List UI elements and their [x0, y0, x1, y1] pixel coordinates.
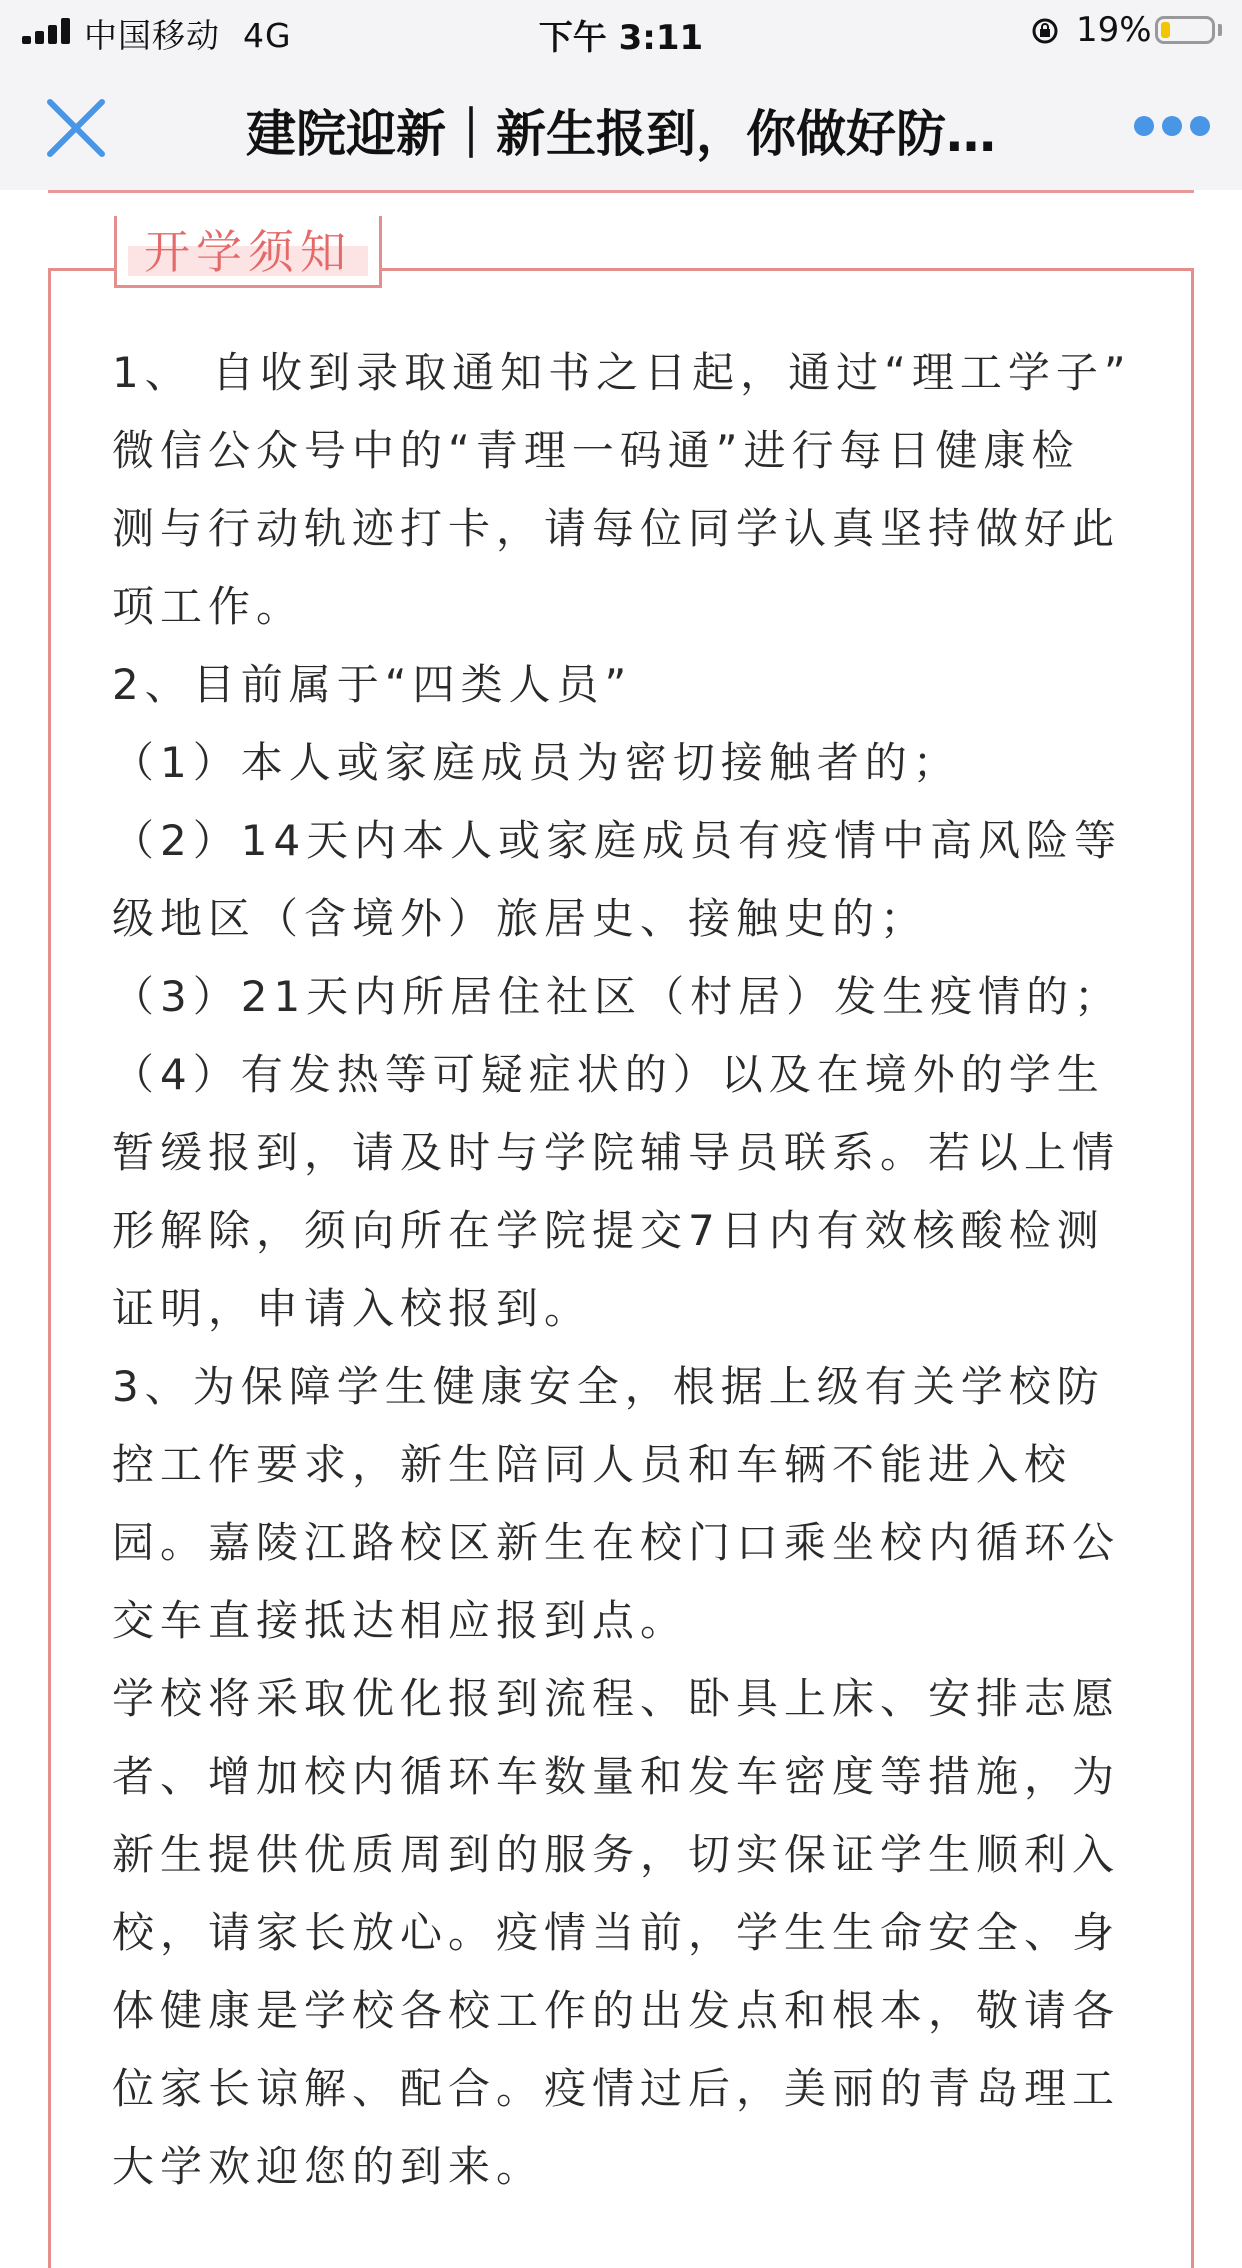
article-line: 学校将采取优化报到流程、卧具上床、安排志愿 — [112, 1674, 1121, 1723]
article-line: 位家长谅解、配合。疫情过后，美丽的青岛理工 — [112, 2064, 1121, 2113]
article-line: 测与行动轨迹打卡，请每位同学认真坚持做好此 — [112, 504, 1121, 553]
article-line: 交车直接抵达相应报到点。 — [112, 1596, 689, 1645]
article-line: 校，请家长放心。疫情当前，学生生命安全、身 — [112, 1908, 1121, 1957]
article-line: 级地区（含境外）旅居史、接触史的； — [112, 894, 929, 943]
article-body — [112, 334, 1132, 2206]
article-line: （2）14天内本人或家庭成员有疫情中高风险等 — [112, 816, 1123, 865]
article-line: 2、目前属于“四类人员” — [112, 660, 633, 709]
carrier-name: 中国移动 — [84, 16, 220, 55]
battery-percent: 19% — [1076, 10, 1152, 50]
battery-icon — [1155, 16, 1215, 44]
article-line: 暂缓报到，请及时与学院辅导员联系。若以上情 — [112, 1128, 1121, 1177]
article-line: （4）有发热等可疑症状的）以及在境外的学生 — [112, 1050, 1105, 1099]
article-line: 园。嘉陵江路校区新生在校门口乘坐校内循环公 — [112, 1518, 1121, 1567]
article-line: 控工作要求，新生陪同人员和车辆不能进入校 — [112, 1440, 1073, 1489]
article-line: 大学欢迎您的到来。 — [112, 2142, 545, 2191]
article-line: 体健康是学校各校工作的出发点和根本，敬请各 — [112, 1986, 1121, 2035]
article-line: 新生提供优质周到的服务，切实保证学生顺利入 — [112, 1830, 1121, 1879]
orientation-lock-icon — [1030, 16, 1060, 46]
status-bar — [0, 0, 1242, 62]
top-divider — [48, 190, 1194, 193]
article-line: 项工作。 — [112, 582, 305, 631]
more-icon[interactable] — [1126, 106, 1236, 146]
article-line: （3）21天内所居住社区（村居）发生疫情的； — [112, 972, 1123, 1021]
battery-tip — [1218, 24, 1222, 36]
nav-bar — [0, 62, 1242, 190]
article-line: 形解除，须向所在学院提交7日内有效核酸检测 — [112, 1206, 1105, 1255]
status-time: 下午 3:11 — [538, 18, 704, 58]
article-line: （1）本人或家庭成员为密切接触者的； — [112, 738, 961, 787]
article-line: 证明，申请入校报到。 — [112, 1284, 593, 1333]
section-title: 开学须知 — [144, 225, 352, 279]
page-title: 建院迎新｜新生报到，你做好防… — [246, 105, 996, 163]
article-line: 者、增加校内循环车数量和发车密度等措施，为 — [112, 1752, 1121, 1801]
network-type: 4G — [242, 16, 292, 55]
article-line: 1、 自收到录取通知书之日起，通过“理工学子” — [112, 348, 1132, 397]
article-line: 微信公众号中的“青理一码通”进行每日健康检 — [112, 426, 1080, 475]
close-icon[interactable] — [40, 92, 112, 164]
article-line: 3、为保障学生健康安全，根据上级有关学校防 — [112, 1362, 1105, 1411]
battery-level — [1161, 22, 1170, 38]
